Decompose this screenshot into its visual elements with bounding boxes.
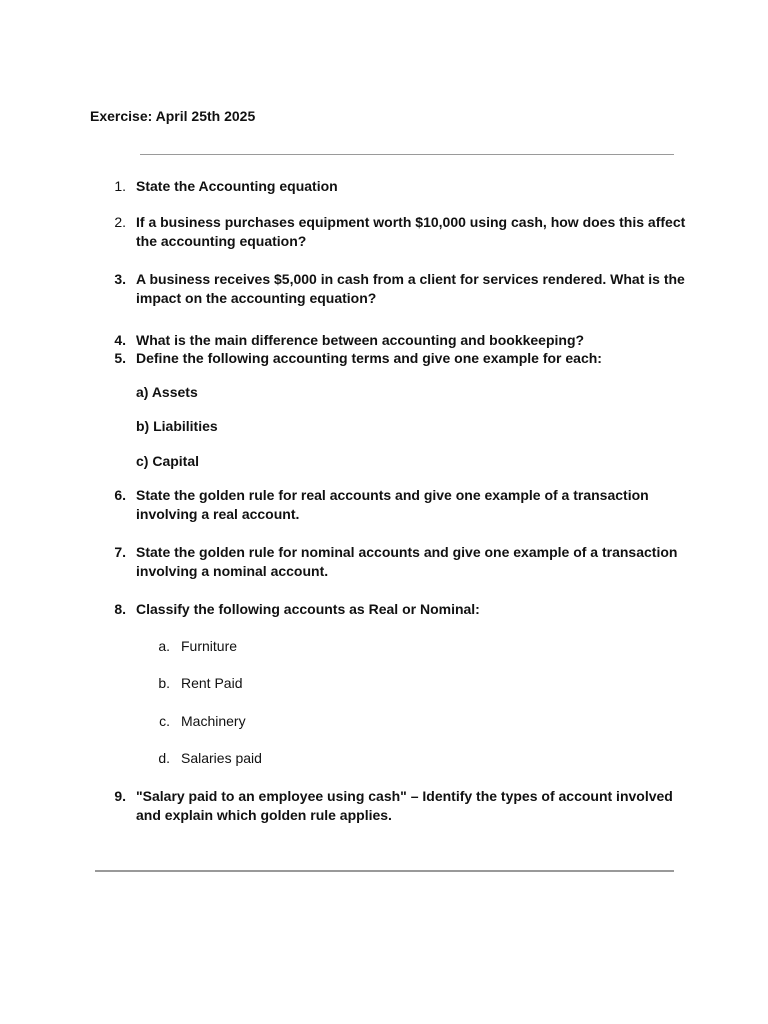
question-text: Define the following accounting terms and give one example for each: (136, 350, 602, 366)
question-text: State the golden rule for real accounts and give one example of a transaction involving a real account. (136, 487, 649, 522)
question-text: If a business purchases equipment worth $10,000 using cash, how does this affect the accounting equation? (136, 214, 686, 249)
question-number: 3. (114, 271, 126, 287)
term-item: c) Capital (136, 453, 200, 469)
option-text: Rent Paid (181, 675, 243, 691)
option-letter: a. (158, 638, 170, 654)
question-text: Classify the following accounts as Real or Nominal: (136, 601, 480, 617)
question-text: "Salary paid to an employee using cash" – Identify the types of account involved and explain which golden rule applies. (136, 788, 673, 823)
question-number: 7. (114, 544, 126, 560)
question-number: 4. (114, 332, 126, 348)
bottom-divider (95, 870, 674, 872)
option-letter: c. (159, 713, 170, 729)
question-text: What is the main difference between accounting and bookkeeping? (136, 332, 585, 348)
question-number: 8. (114, 601, 126, 617)
top-divider (140, 154, 674, 155)
page-title: Exercise: April 25th 2025 (90, 108, 256, 124)
question-number: 2. (114, 214, 126, 230)
question-number: 1. (114, 178, 126, 194)
question-number: 6. (114, 487, 126, 503)
option-letter: d. (158, 750, 170, 766)
option-text: Furniture (181, 638, 238, 654)
question-number: 5. (114, 350, 126, 366)
option-text: Salaries paid (181, 750, 262, 766)
question-number: 9. (114, 788, 126, 804)
term-item: a) Assets (136, 384, 198, 400)
option-letter: b. (158, 675, 170, 691)
option-text: Machinery (181, 713, 246, 729)
term-item: b) Liabilities (136, 418, 218, 434)
question-text: State the golden rule for nominal accounts and give one example of a transaction involving a nominal account. (136, 544, 678, 579)
question-text: State the Accounting equation (136, 178, 338, 194)
question-text: A business receives $5,000 in cash from a client for services rendered. What is the impact on the accounting equation? (136, 271, 685, 306)
